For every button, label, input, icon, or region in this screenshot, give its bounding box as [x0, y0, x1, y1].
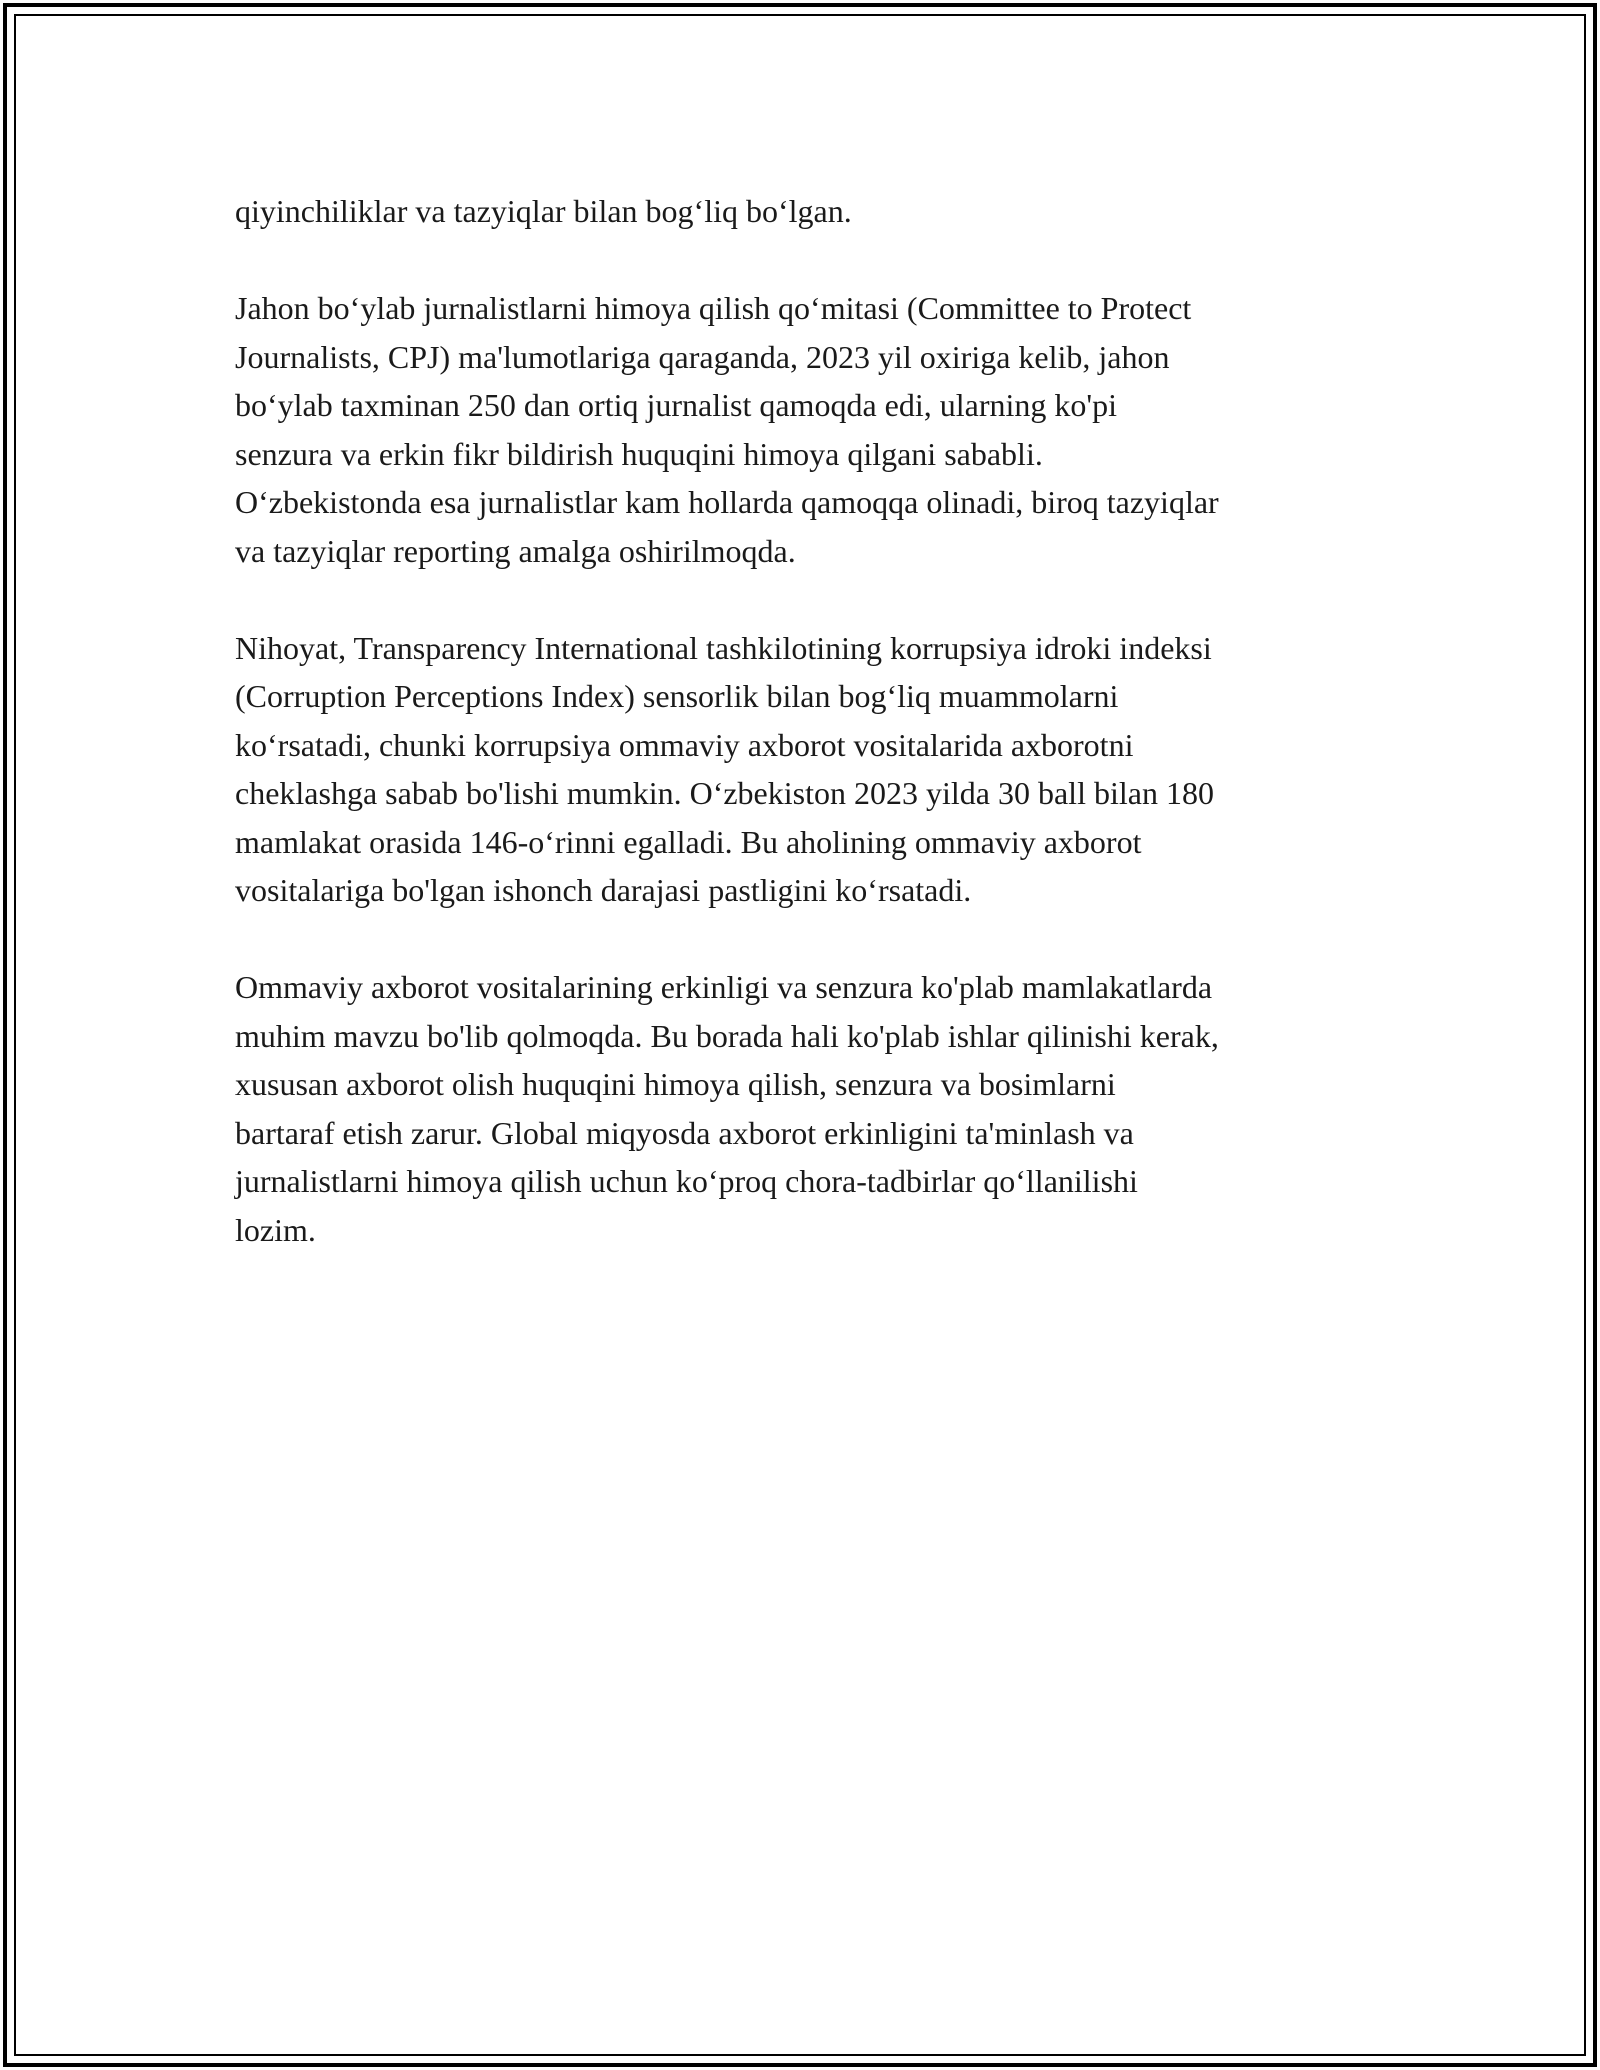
- paragraph-3: Nihoyat, Transparency International tashkilotining korrupsiya idroki indeksi (Corruption Perceptions Index) sensorlik bilan bog‘liq muammolarni ko‘rsatadi, chunki korrupsiya ommaviy axborot vositalarida axborotni cheklashga sabab bo'lishi mumkin. O‘zbekiston 2023 yilda 30 ball bilan 180 mamlakat orasida 146-o‘rinni egalladi. Bu aholining ommaviy axborot vositalariga bo'lgan ishonch darajasi pastligini ko‘rsatadi.: [235, 629, 1214, 908]
- paragraph-1: qiyinchiliklar va tazyiqlar bilan bog‘liq bo‘lgan.: [235, 193, 852, 229]
- document-body: [235, 187, 1385, 1303]
- paragraph-4: Ommaviy axborot vositalarining erkinligi va senzura ko'plab mamlakatlarda muhim mavzu bo'lib qolmoqda. Bu borada hali ko'plab ishlar qilinishi kerak, xususan axborot olish huquqini himoya qilish, senzura va bosimlarni bartaraf etish zarur. Global miqyosda axborot erkinligini ta'minlash va jurnalistlarni himoya qilish uchun ko‘proq chora-tadbirlar qo‘llanilishi lozim.: [235, 969, 1219, 1248]
- paragraph-2: Jahon bo‘ylab jurnalistlarni himoya qilish qo‘mitasi (Committee to Protect Journalists, CPJ) ma'lumotlariga qaraganda, 2023 yil oxiriga kelib, jahon bo‘ylab taxminan 250 dan ortiq jurnalist qamoqda edi, ularning ko'pi senzura va erkin fikr bildirish huquqini himoya qilgani sababli. O‘zbekistonda esa jurnalistlar kam hollarda qamoqqa olinadi, biroq tazyiqlar va tazyiqlar reporting amalga oshirilmoqda.: [235, 290, 1219, 569]
